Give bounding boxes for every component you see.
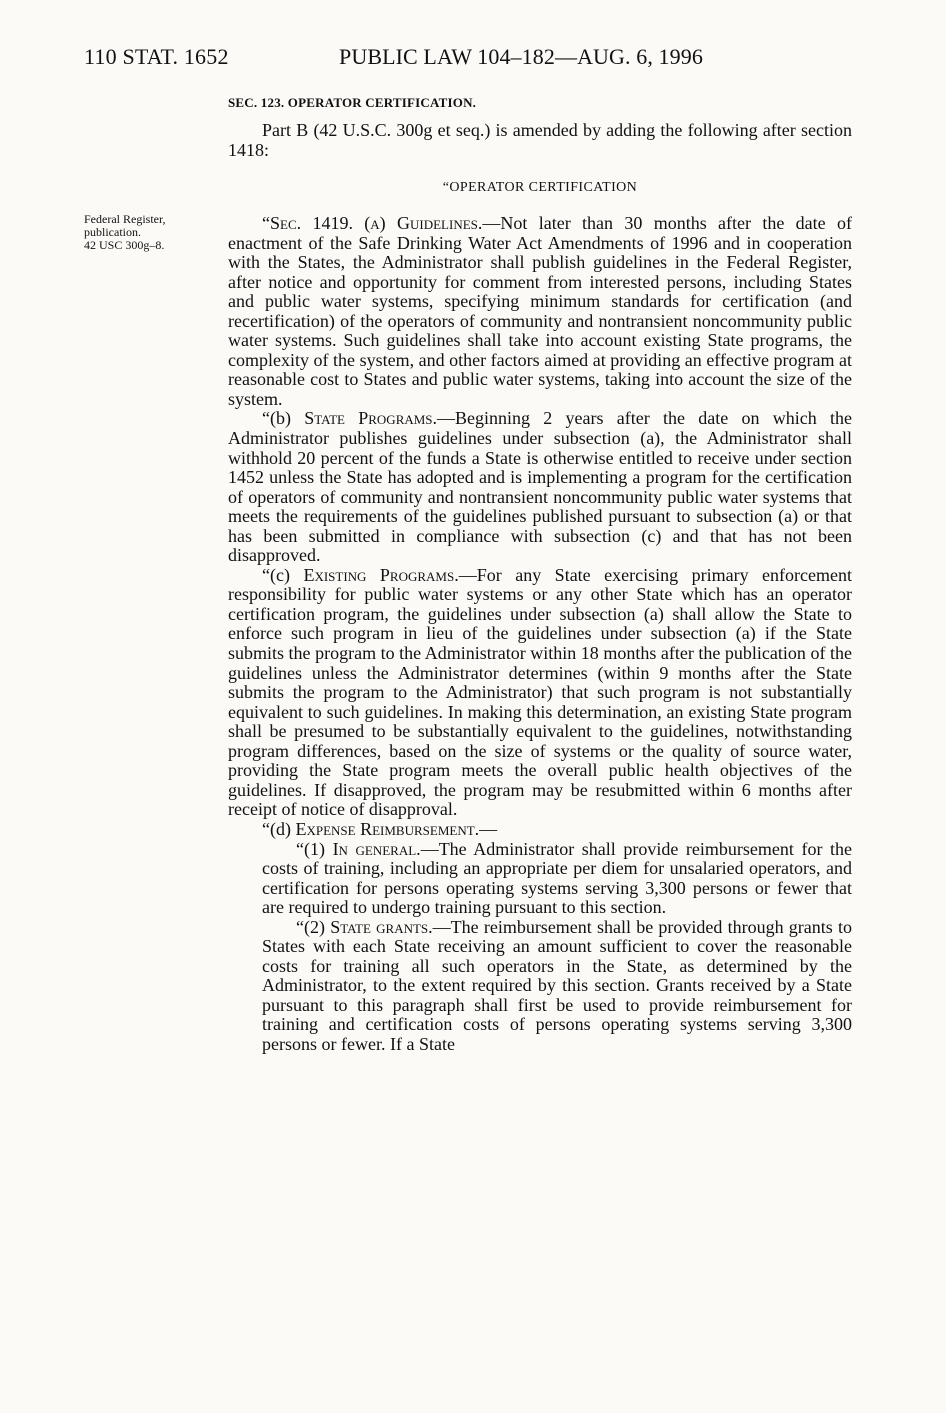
page-header [84,44,844,76]
paragraph-caption: State grants. [330,916,433,937]
paragraph-prefix: “(2) [296,916,331,937]
section-center-title: “OPERATOR CERTIFICATION [442,180,638,195]
paragraph-a [228,214,852,409]
paragraph-caption: In general. [332,838,421,859]
paragraph-prefix: “Sec. 1419. (a) [262,213,398,233]
paragraph-prefix: “(b) [262,408,305,429]
paragraph-prefix: “(1) [296,838,333,859]
paragraph-d2 [228,918,852,1055]
paragraph-d [228,820,852,840]
margin-note [84,213,224,252]
page-stat-number: 110 STAT. 1652 [84,44,229,69]
paragraph-text: — [479,818,498,839]
paragraph-text: —The reimbursement shall be provided through grants to States with each State receiving an amount sufficient to cover the reasonable costs for training all such operators in the State, as determined by the Administrator, to the extent required by this section. Grants received by a State pursuant to this paragraph shall first be used to provide reimbursement for training and certification costs of persons operating systems serving 3,300 persons or fewer. If a State [262,916,852,1054]
paragraph-caption: State Programs. [304,408,438,429]
paragraph-c [228,566,852,820]
paragraph-b [228,409,852,565]
section-intro: Part B (42 U.S.C. 300g et seq.) is amended by adding the following after section 1418: [228,120,852,160]
paragraph-text: —Not later than 30 months after the date of enactment of the Safe Drinking Water Act Amendments of 1996 and in cooperation with the States, the Administrator shall publish guidelines in the Federal Register, after notice and opportunity for comment from interested persons, including States and public water systems, specifying minimum standards for certification (and recertification) of the operators of community and nontransient noncommunity public water systems. Such guidelines shall take into account existing State programs, the complexity of the system, and other factors aimed at providing an effective program at reasonable cost to States and public water systems, taking into account the size of the system. [228,213,852,409]
section-heading: SEC. 123. OPERATOR CERTIFICATION. [228,95,477,110]
margin-note-line: Federal Register, [84,212,166,226]
paragraph-caption: Expense Reimbursement. [295,818,480,839]
paragraph-caption: Guidelines. [397,213,483,233]
running-head: PUBLIC LAW 104–182—AUG. 6, 1996 [339,44,703,69]
paragraph-caption: Existing Programs. [303,564,459,585]
paragraph-prefix: “(d) [262,818,296,839]
margin-note-line: publication. [84,225,141,239]
paragraph-d1 [228,840,852,918]
paragraph-text: —Beginning 2 years after the date on which the Administrator publishes guidelines under subsection (a), the Administrator shall withhold 20 percent of the funds a State is otherwise entitled to receive under section 1452 unless the State has adopted and is implementing a program for the certification of operators of community and nontransient noncommunity public water systems that meets the requirements of the guidelines published pursuant to subsection (a) or that has been submitted in compliance with subsection (c) and that has not been disapproved. [228,408,852,566]
margin-note-line: 42 USC 300g–8. [84,238,165,252]
body-text [228,214,852,1055]
paragraph-text: —For any State exercising primary enforcement responsibility for public water systems or any other State which has an operator certification program, the guidelines under subsection (a) shall allow the State to enforce such program in lieu of the guidelines under subsection (a) if the State submits the program to the Administrator within 18 months after the publication of the guidelines unless the Administrator determines (within 9 months after the State submits the program to the Administrator) that such program is not substantially equivalent to such guidelines. In making this determination, an existing State program shall be presumed to be substantially equivalent to the guidelines, notwithstanding program differences, based on the size of systems or the quality of source water, providing the State program meets the overall public health objectives of the guidelines. If disapproved, the program may be resubmitted within 6 months after receipt of notice of disapproval. [228,564,853,820]
paragraph-text: —The Administrator shall provide reimbursement for the costs of training, including an appropriate per diem for unsalaried operators, and certification for persons operating systems serving 3,300 persons or fewer that are required to undergo training pursuant to this section. [262,838,853,918]
paragraph-prefix: “(c) [262,564,304,585]
